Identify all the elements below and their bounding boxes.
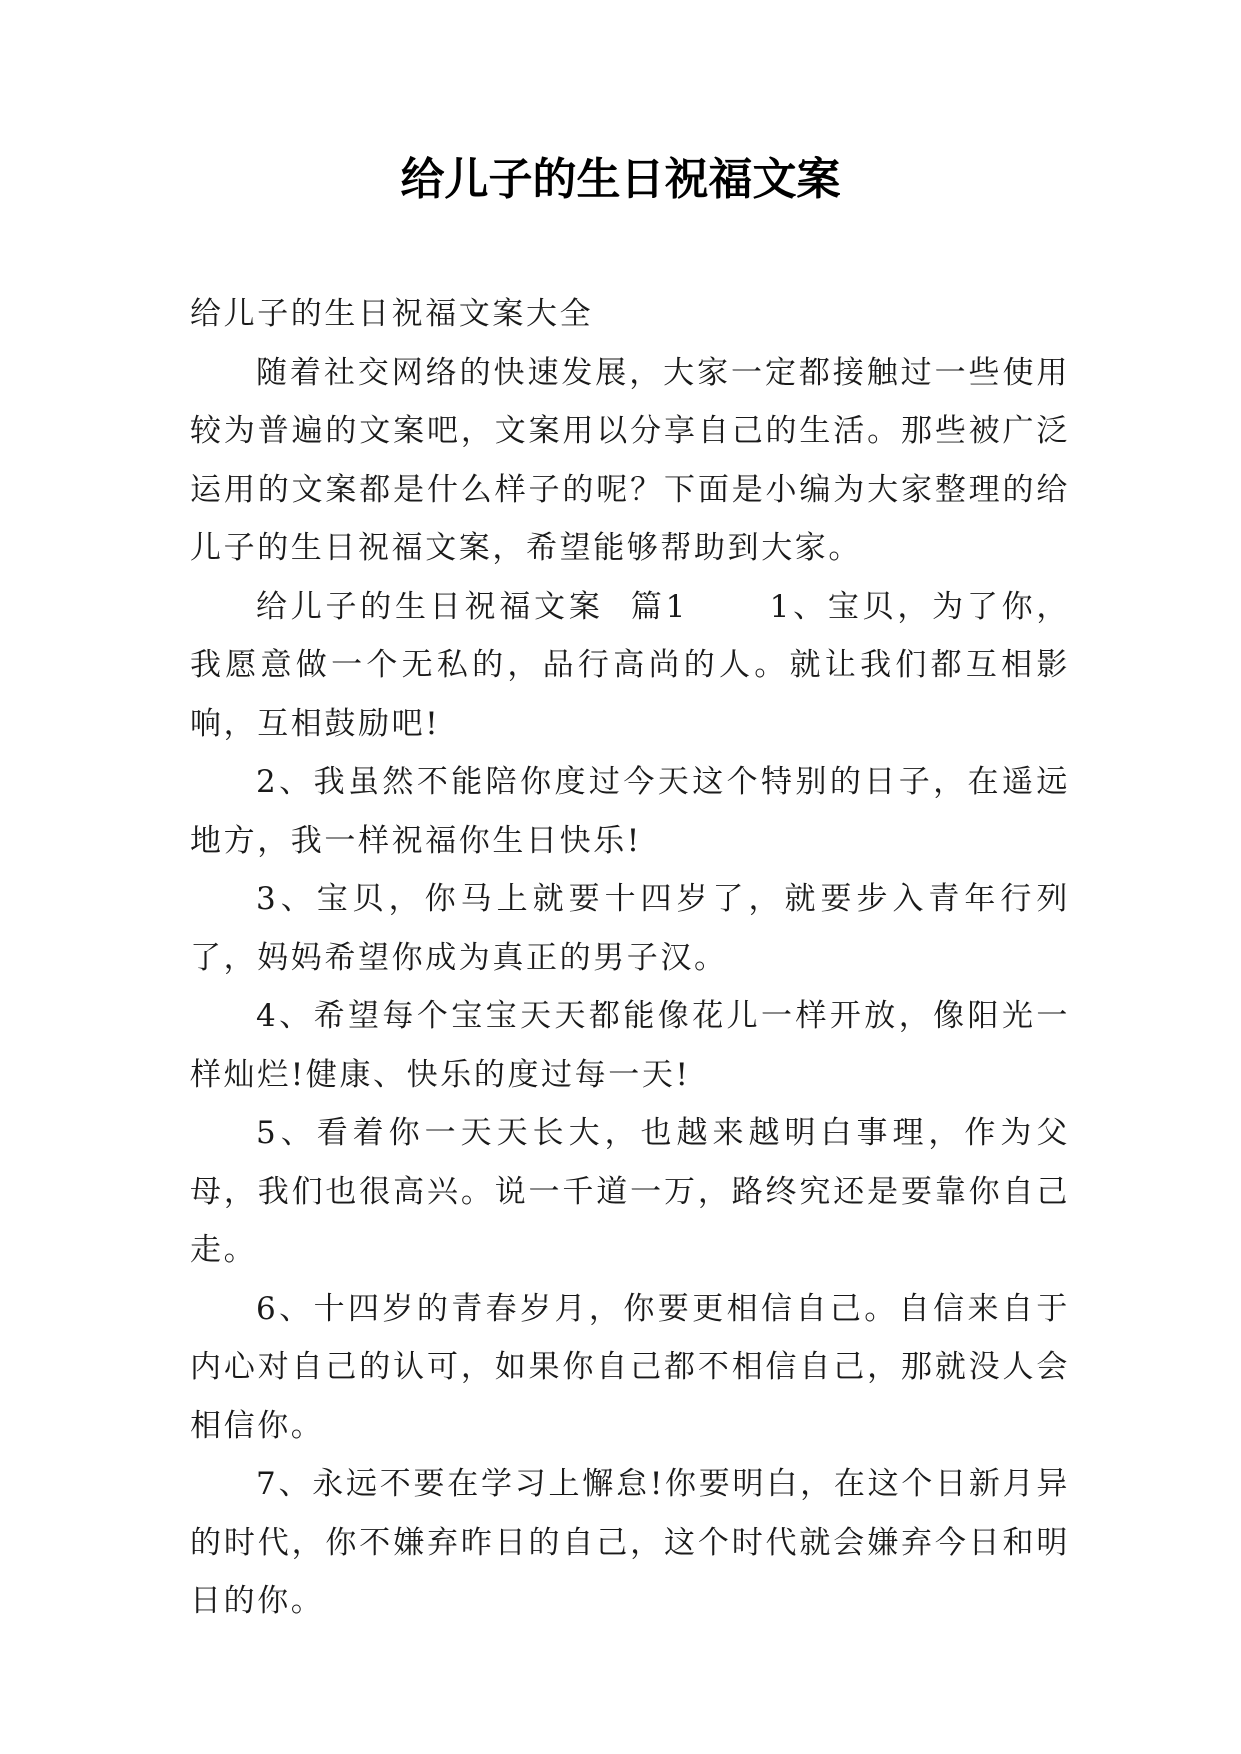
wish-paragraph-4: 4、希望每个宝宝天天都能像花儿一样开放，像阳光一样灿烂!健康、快乐的度过每一天! bbox=[190, 998, 1070, 1093]
subtitle-paragraph: 给儿子的生日祝福文案大全 bbox=[190, 296, 594, 332]
intro-paragraph: 随着社交网络的快速发展，大家一定都接触过一些使用较为普遍的文案吧，文案用以分享自己的生活。那些被广泛运用的文案都是什么样子的呢？下面是小编为大家整理的给儿子的生日祝福文案，希望能够帮助到大家。 bbox=[190, 354, 1070, 566]
wish-paragraph-7: 7、永远不要在学习上懈怠!你要明白，在这个日新月异的时代，你不嫌弃昨日的自己，这个时代就会嫌弃今日和明日的你。 bbox=[190, 1466, 1070, 1619]
wish-paragraph-3: 3、宝贝，你马上就要十四岁了，就要步入青年行列了，妈妈希望你成为真正的男子汉。 bbox=[190, 881, 1070, 976]
document-title: 给儿子的生日祝福文案 bbox=[400, 154, 841, 205]
section-heading-paragraph: 给儿子的生日祝福文案 篇1 1、宝贝，为了你，我愿意做一个无私的，品行高尚的人。就让我们都互相影响，互相鼓励吧! bbox=[190, 588, 1070, 742]
document-body bbox=[190, 285, 1070, 1631]
wish-paragraph-5: 5、看着你一天天长大，也越来越明白事理，作为父母，我们也很高兴。说一千道一万，路终究还是要靠你自己走。 bbox=[190, 1115, 1070, 1268]
wish-paragraph-6: 6、十四岁的青春岁月，你要更相信自己。自信来自于内心对自己的认可，如果你自己都不相信自己，那就没人会相信你。 bbox=[190, 1290, 1070, 1444]
wish-paragraph-2: 2、我虽然不能陪你度过今天这个特别的日子，在遥远地方，我一样祝福你生日快乐! bbox=[190, 764, 1070, 859]
